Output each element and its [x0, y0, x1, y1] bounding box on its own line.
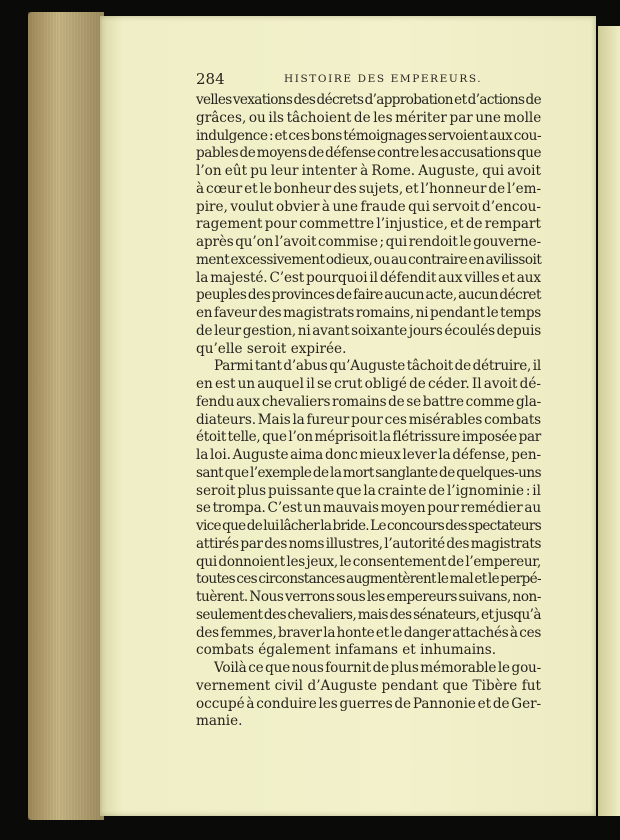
text-line: des femmes, braver la honte et le danger attachés à ces	[196, 624, 541, 641]
text-line: indulgence : et ces bons témoignages servoient aux cou-	[196, 127, 542, 144]
text-line: après qu’on l’avoit commise ; qui rendoit le gouverne-	[196, 234, 541, 250]
paragraph	[196, 660, 541, 731]
text-line: étoit telle, que l’on méprisoit la flétrissure imposée par	[196, 429, 541, 446]
text-line: toutes ces circonstances augmentèrent le mal et le perpé-	[196, 571, 541, 588]
running-title: HISTOIRE DES EMPEREURS.	[284, 73, 483, 85]
text-line: seroit plus puissante que la crainte de l’ignominie : il	[196, 482, 541, 499]
text-line: l’on eût pu leur intenter à Rome. Auguste, qui avoit	[196, 163, 541, 179]
text-line: en faveur des magistrats romains, ni pendant le temps	[196, 305, 541, 321]
facing-page-edge	[598, 26, 620, 816]
text-line: seulement des chevaliers, mais des sénateurs, et jusqu’à	[196, 606, 541, 623]
text-line: manie.	[196, 713, 243, 730]
text-line: ment excessivement odieux, ou au contraire en avilissoit	[196, 251, 542, 268]
text-line: tuèrent. Nous verrons sous les empereurs suivans, non-	[196, 589, 541, 605]
text-line: vernement civil d’Auguste pendant que Tibère fut	[196, 677, 541, 694]
text-line: pables de moyens de défense contre les accusations que	[196, 145, 542, 162]
text-line: qu’elle seroit expirée.	[196, 340, 347, 357]
text-line: peuples des provinces de faire aucun acte, aucun décret	[196, 287, 541, 304]
text-line: qui donnoient les jeux, le consentement de l’empereur,	[196, 553, 542, 570]
text-line: de leur gestion, ni avant soixante jours écoulés depuis	[196, 322, 541, 339]
text-line: attirés par des noms illustres, l’autorité des magistrats	[196, 535, 542, 552]
page-header	[196, 70, 541, 88]
text-line: en est un auquel il se crut obligé de céder. Il avoit dé-	[196, 376, 541, 392]
text-line: combats également infamans et inhumains.	[196, 642, 497, 659]
page-edges-shadow	[28, 12, 104, 820]
text-line: se trompa. C’est un mauvais moyen pour remédier au	[196, 500, 541, 517]
text-line: vice que de lui lâcher la bride. Le concours des spectateurs	[196, 518, 541, 534]
text-line: Voilà ce que nous fournit de plus mémorable le gou-	[214, 660, 541, 676]
text-line: grâces, ou ils tâchoient de les mériter par une molle	[196, 109, 542, 126]
page-number: 284	[196, 70, 225, 88]
text-line: à cœur et le bonheur des sujets, et l’honneur de l’em-	[196, 180, 541, 197]
text-line: velles vexations des décrets d’approbation et d’actions de	[196, 92, 541, 108]
text-line: Parmi tant d’abus qu’Auguste tâchoit de détruire, il	[214, 358, 541, 375]
text-line: occupé à conduire les guerres de Pannonie et de Ger-	[196, 695, 542, 712]
text-line: ragement pour commettre l’injustice, et de rempart	[196, 216, 541, 233]
text-line: la majesté. C’est pourquoi il défendit aux villes et aux	[196, 269, 541, 286]
paragraph	[196, 92, 541, 358]
text-line: fendu aux chevaliers romains de se battre comme gla-	[196, 393, 541, 410]
text-line: la loi. Auguste aima donc mieux lever la défense, pen-	[196, 447, 541, 463]
text-line: pire, voulut obvier à une fraude qui servoit d’encou-	[196, 198, 541, 215]
paragraph	[196, 358, 541, 660]
text-line: diateurs. Mais la fureur pour ces misérables combats	[196, 411, 541, 428]
body-text	[196, 92, 541, 731]
text-line: sant que l’exemple de la mort sanglante de quelques-uns	[196, 464, 541, 481]
